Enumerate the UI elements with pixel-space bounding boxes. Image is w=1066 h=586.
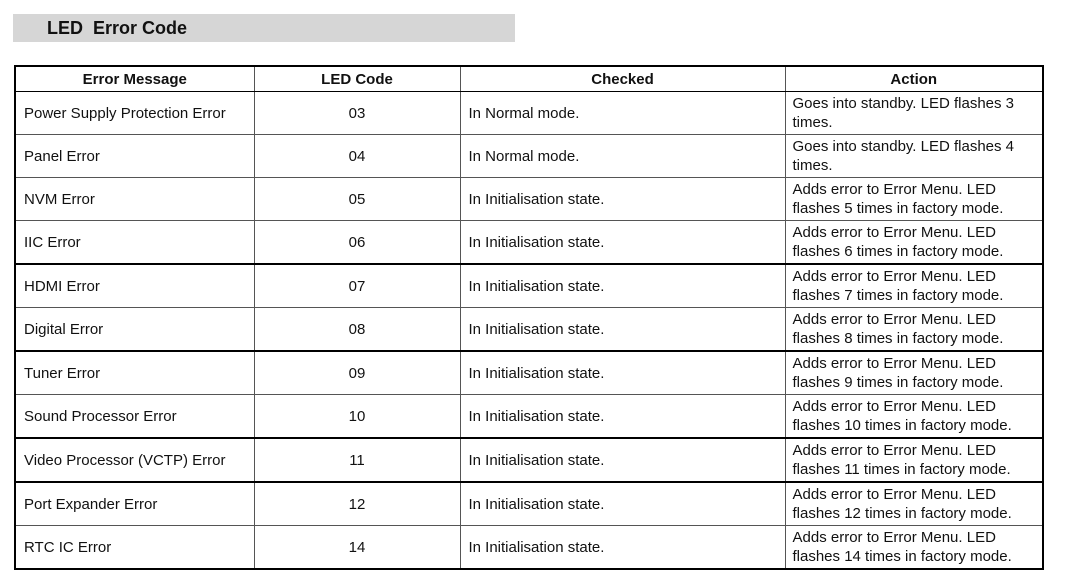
action-cell: Adds error to Error Menu. LED flashes 8 times in factory mode. bbox=[785, 308, 1043, 352]
error-message-cell: Tuner Error bbox=[15, 351, 254, 395]
checked-cell: In Initialisation state. bbox=[460, 221, 785, 265]
table-row bbox=[15, 351, 1043, 395]
checked-cell: In Initialisation state. bbox=[460, 308, 785, 352]
table-row bbox=[15, 264, 1043, 308]
header-error-message: Error Message bbox=[15, 66, 254, 92]
action-cell: Adds error to Error Menu. LED flashes 11 times in factory mode. bbox=[785, 438, 1043, 482]
error-message-cell: NVM Error bbox=[15, 178, 254, 221]
led-code-cell: 14 bbox=[254, 526, 460, 570]
led-code-cell: 11 bbox=[254, 438, 460, 482]
error-message-cell: IIC Error bbox=[15, 221, 254, 265]
error-message-cell: HDMI Error bbox=[15, 264, 254, 308]
checked-cell: In Normal mode. bbox=[460, 92, 785, 135]
checked-cell: In Initialisation state. bbox=[460, 178, 785, 221]
error-message-cell: Power Supply Protection Error bbox=[15, 92, 254, 135]
action-cell: Adds error to Error Menu. LED flashes 14 times in factory mode. bbox=[785, 526, 1043, 570]
checked-cell: In Initialisation state. bbox=[460, 482, 785, 526]
header-led-code: LED Code bbox=[254, 66, 460, 92]
led-code-cell: 10 bbox=[254, 395, 460, 439]
table-row bbox=[15, 221, 1043, 265]
led-code-cell: 07 bbox=[254, 264, 460, 308]
led-error-code-table bbox=[14, 65, 1044, 570]
led-code-cell: 09 bbox=[254, 351, 460, 395]
checked-cell: In Normal mode. bbox=[460, 135, 785, 178]
checked-cell: In Initialisation state. bbox=[460, 526, 785, 570]
checked-cell: In Initialisation state. bbox=[460, 264, 785, 308]
led-code-cell: 04 bbox=[254, 135, 460, 178]
led-code-cell: 08 bbox=[254, 308, 460, 352]
led-code-cell: 06 bbox=[254, 221, 460, 265]
action-cell: Goes into standby. LED flashes 4 times. bbox=[785, 135, 1043, 178]
led-code-cell: 12 bbox=[254, 482, 460, 526]
header-checked: Checked bbox=[460, 66, 785, 92]
table-header-row bbox=[15, 66, 1043, 92]
error-message-cell: Digital Error bbox=[15, 308, 254, 352]
error-message-cell: Sound Processor Error bbox=[15, 395, 254, 439]
table-row bbox=[15, 438, 1043, 482]
checked-cell: In Initialisation state. bbox=[460, 351, 785, 395]
table-row bbox=[15, 178, 1043, 221]
led-code-cell: 05 bbox=[254, 178, 460, 221]
action-cell: Adds error to Error Menu. LED flashes 7 times in factory mode. bbox=[785, 264, 1043, 308]
table-row bbox=[15, 135, 1043, 178]
checked-cell: In Initialisation state. bbox=[460, 438, 785, 482]
action-cell: Adds error to Error Menu. LED flashes 5 times in factory mode. bbox=[785, 178, 1043, 221]
table-row bbox=[15, 92, 1043, 135]
action-cell: Adds error to Error Menu. LED flashes 12 times in factory mode. bbox=[785, 482, 1043, 526]
table-row bbox=[15, 395, 1043, 439]
error-message-cell: Port Expander Error bbox=[15, 482, 254, 526]
header-action: Action bbox=[785, 66, 1043, 92]
error-message-cell: Panel Error bbox=[15, 135, 254, 178]
action-cell: Adds error to Error Menu. LED flashes 10 times in factory mode. bbox=[785, 395, 1043, 439]
error-message-cell: RTC IC Error bbox=[15, 526, 254, 570]
table-row bbox=[15, 482, 1043, 526]
action-cell: Goes into standby. LED flashes 3 times. bbox=[785, 92, 1043, 135]
action-cell: Adds error to Error Menu. LED flashes 6 times in factory mode. bbox=[785, 221, 1043, 265]
error-message-cell: Video Processor (VCTP) Error bbox=[15, 438, 254, 482]
table-row bbox=[15, 308, 1043, 352]
checked-cell: In Initialisation state. bbox=[460, 395, 785, 439]
page-title: LED Error Code bbox=[13, 14, 515, 42]
led-code-cell: 03 bbox=[254, 92, 460, 135]
action-cell: Adds error to Error Menu. LED flashes 9 times in factory mode. bbox=[785, 351, 1043, 395]
table-row bbox=[15, 526, 1043, 570]
